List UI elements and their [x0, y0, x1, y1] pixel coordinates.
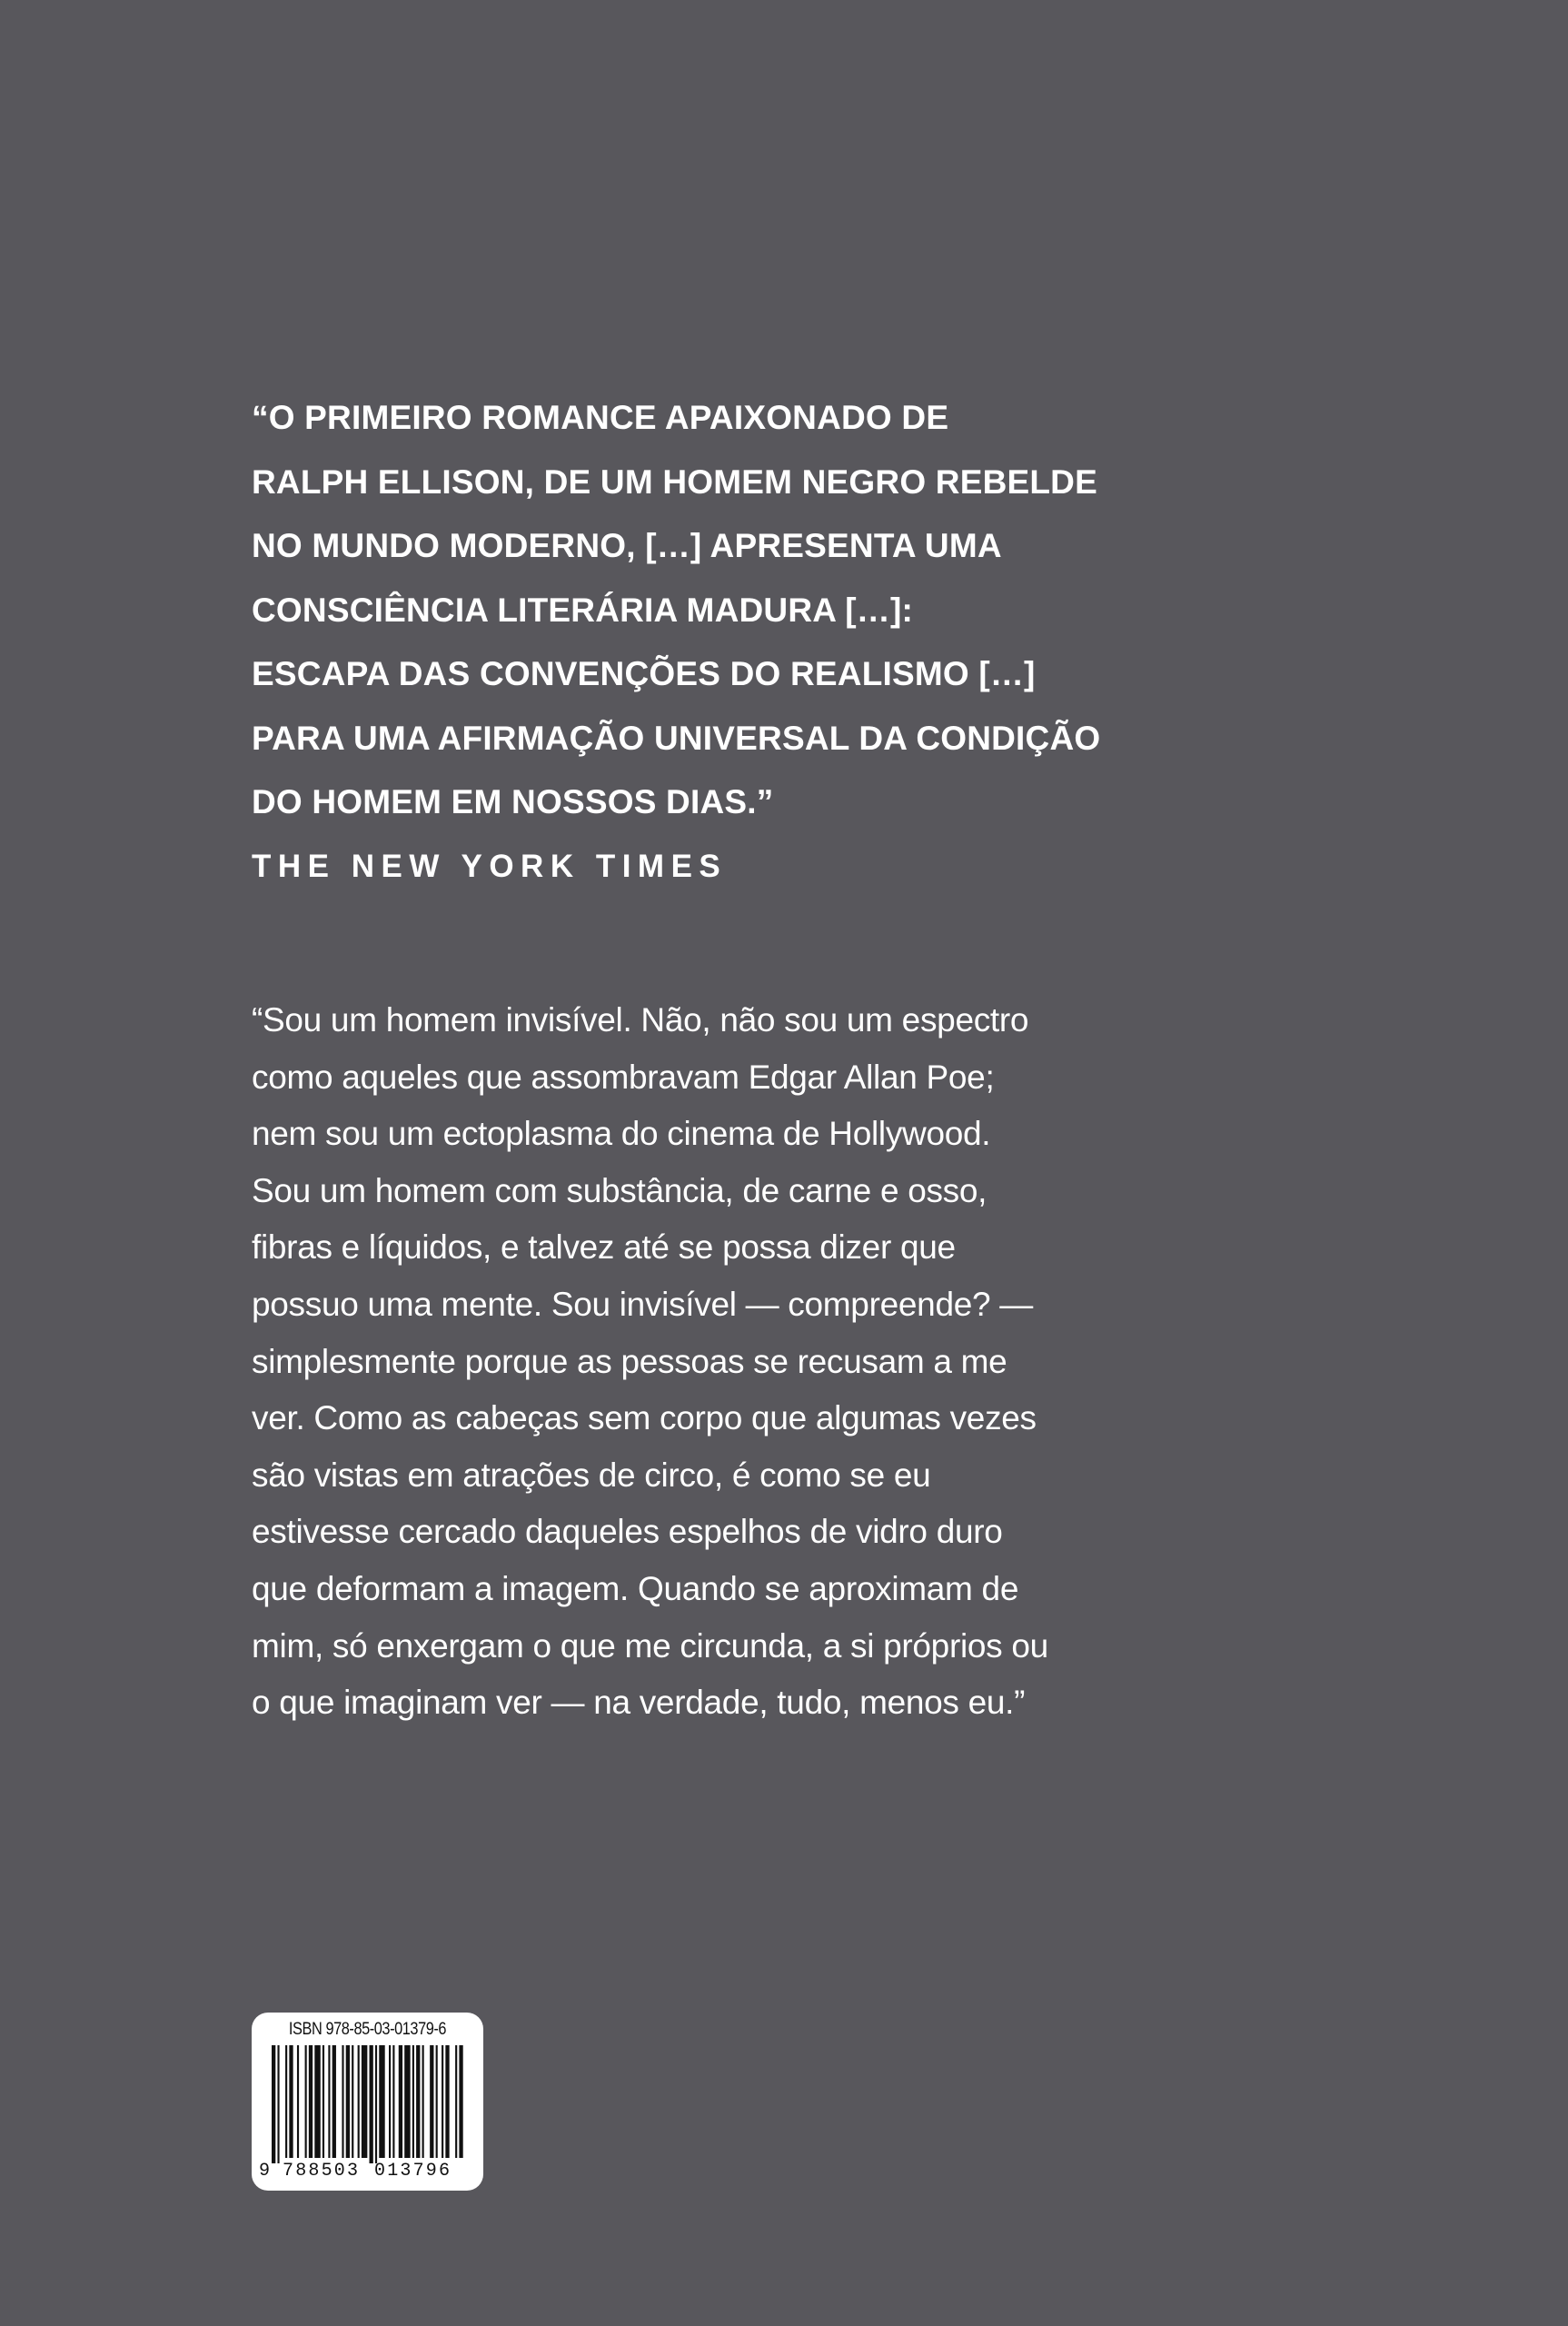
barcode-bar	[442, 2045, 443, 2158]
barcode-bar	[285, 2045, 287, 2158]
barcode-bar	[412, 2045, 414, 2158]
isbn-label: ISBN 978-85-03-01379-6	[288, 2020, 447, 2039]
review-line: “O PRIMEIRO ROMANCE APAIXONADO DE	[252, 399, 949, 436]
barcode-bar	[445, 2045, 449, 2158]
excerpt-line: que deformam a imagem. Quando se aproximam de	[252, 1569, 1019, 1607]
review-line: RALPH ELLISON, DE UM HOMEM NEGRO REBELDE	[252, 462, 1097, 501]
barcode-bar	[332, 2045, 336, 2158]
barcode-bar	[379, 2045, 384, 2158]
barcode-bar	[342, 2045, 343, 2158]
barcode-digits	[252, 2161, 483, 2184]
barcode-bar	[323, 2045, 324, 2158]
barcode-bar	[455, 2045, 457, 2158]
review-line: ESCAPA DAS CONVENÇÕES DO REALISMO […]	[252, 655, 1036, 692]
excerpt-line: o que imaginam ver — na verdade, tudo, menos eu.”	[252, 1684, 1026, 1722]
excerpt-line: simplesmente porque as pessoas se recusam a me	[252, 1342, 1007, 1380]
press-review-quote	[252, 386, 1101, 899]
barcode-bar	[289, 2045, 293, 2158]
excerpt-line: “Sou um homem invisível. Não, não sou um espectro	[252, 1001, 1029, 1039]
barcode-bar	[370, 2045, 373, 2163]
barcode-bar	[392, 2045, 394, 2158]
barcode-bar	[352, 2045, 353, 2158]
barcode-bar	[277, 2045, 279, 2163]
review-line: PARA UMA AFIRMAÇÃO UNIVERSAL DA CONDIÇÃO	[252, 719, 1101, 757]
barcode-digit-prefix: 9	[259, 2161, 271, 2182]
excerpt-line: ver. Como as cabeças sem corpo que algumas vezes	[252, 1399, 1037, 1437]
review-line: DO HOMEM EM NOSSOS DIAS.”	[252, 783, 774, 820]
barcode-bar	[358, 2045, 360, 2158]
excerpt-line: possuo uma mente. Sou invisível — compreende? —	[252, 1285, 1033, 1323]
barcode-bar	[436, 2045, 438, 2158]
barcode-bar	[297, 2045, 299, 2158]
barcode-bars	[272, 2045, 464, 2163]
barcode-digit-left: 788503	[283, 2161, 361, 2182]
barcode-bar	[389, 2045, 391, 2158]
barcode-bar	[430, 2045, 433, 2158]
barcode-bar	[328, 2045, 330, 2158]
excerpt-line: são vistas em atrações de circo, é como se eu	[252, 1456, 931, 1494]
book-excerpt	[252, 992, 1106, 1732]
barcode-bar	[399, 2045, 402, 2158]
isbn-barcode	[252, 2013, 483, 2191]
review-line: NO MUNDO MODERNO, […] APRESENTA UMA	[252, 527, 1002, 564]
review-line: CONSCIÊNCIA LITERÁRIA MADURA […]:	[252, 591, 914, 629]
barcode-bar	[375, 2045, 377, 2163]
barcode-bar	[362, 2045, 367, 2158]
barcode-bar	[305, 2045, 307, 2158]
barcode-bar	[416, 2045, 420, 2158]
barcode-bar	[309, 2045, 313, 2158]
barcode-bar	[459, 2045, 462, 2158]
excerpt-line: como aqueles que assombravam Edgar Allan Poe;	[252, 1058, 995, 1096]
excerpt-line: Sou um homem com substância, de carne e osso,	[252, 1171, 987, 1209]
barcode-bar	[314, 2045, 320, 2158]
barcode-digit-right: 013796	[374, 2161, 452, 2182]
barcode-bar	[272, 2045, 275, 2163]
barcode-bar	[404, 2045, 410, 2158]
excerpt-line: estivesse cercado daqueles espelhos de vidro duro	[252, 1513, 1003, 1551]
review-source: THE NEW YORK TIMES	[252, 848, 728, 884]
excerpt-line: mim, só enxergam o que me circunda, a si próprios ou	[252, 1626, 1048, 1665]
excerpt-line: fibras e líquidos, e talvez até se possa dizer que	[252, 1228, 956, 1267]
barcode-bar	[422, 2045, 424, 2158]
barcode-bar	[346, 2045, 350, 2158]
excerpt-line: nem sou um ectoplasma do cinema de Hollywood.	[252, 1115, 991, 1153]
